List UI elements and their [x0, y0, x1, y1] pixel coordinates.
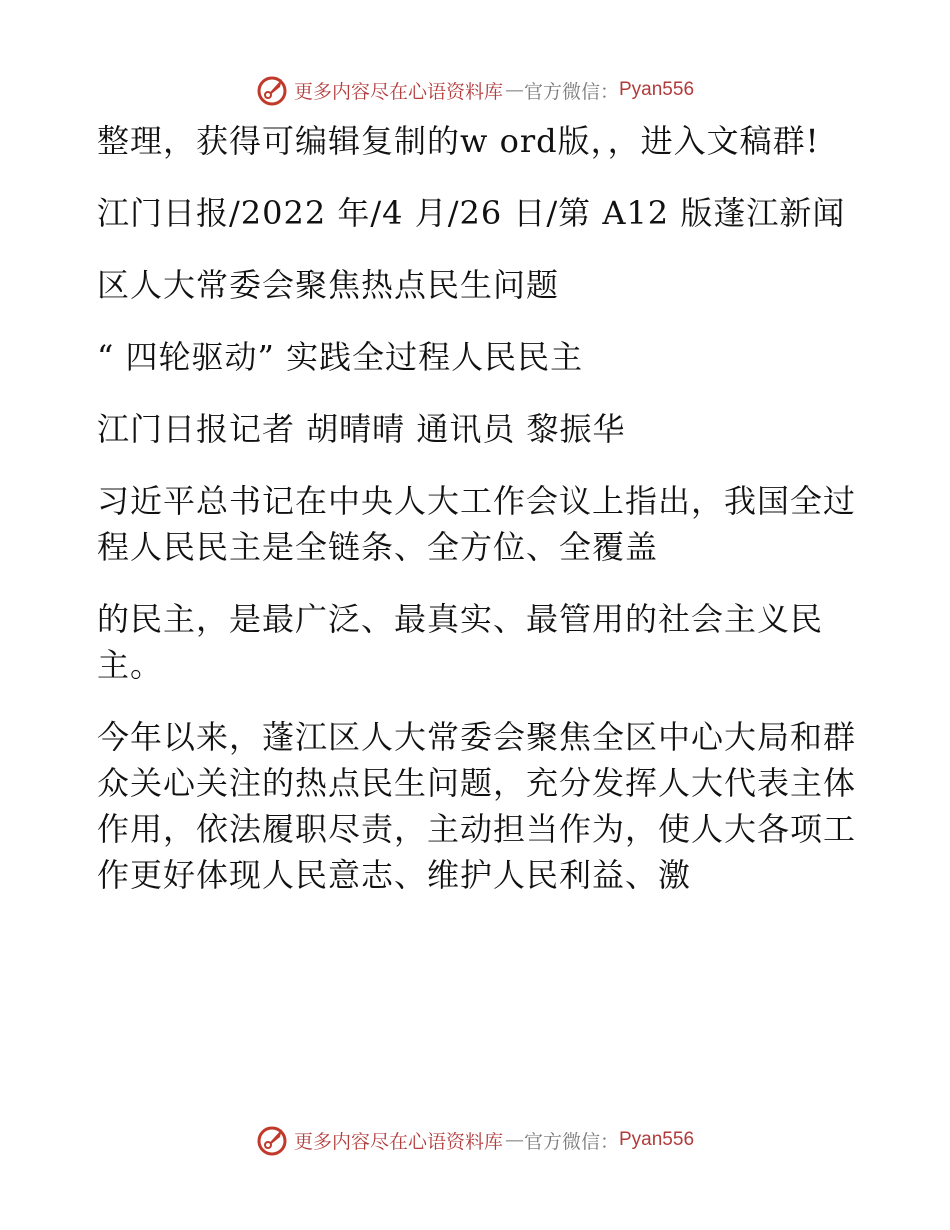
article-headline: 区人大常委会聚焦热点民生问题	[97, 266, 560, 304]
banner-dash: —	[504, 1129, 522, 1151]
banner-wechat-id: Pyan556	[619, 1129, 695, 1150]
banner-wechat-id: Pyan556	[619, 79, 695, 100]
banner-dash: —	[504, 79, 522, 101]
paragraph-body-2: 的民主，是最广泛、最真实、最管用的社会主义民主。	[97, 600, 824, 684]
paragraph-intro: 整理，获得可编辑复制的w ord版，，进入文稿群!	[97, 122, 820, 160]
quill-logo-icon	[256, 1123, 290, 1157]
banner-main-text: 更多内容尽在心语资料库	[293, 1130, 503, 1153]
paragraph-source: 江门日报/2022 年/4 月/26 日/第 A12 版蓬江新闻	[97, 194, 846, 232]
paragraph-body-3: 今年以来，蓬江区人大常委会聚焦全区中心大局和群众关心关注的热点民生问题，充分发挥人大代表主体作用，依法履职尽责，主动担当作为，使人大各项工作更好体现人民意志、维护人民利益、激	[97, 718, 857, 894]
document-body	[97, 118, 867, 898]
header-watermark-banner	[0, 70, 950, 110]
banner-wechat-label: 官方微信：	[523, 80, 619, 103]
article-subheadline: “ 四轮驱动” 实践全过程人民民主	[97, 338, 584, 376]
quill-logo-icon	[256, 73, 290, 107]
paragraph-body-1: 习近平总书记在中央人大工作会议上指出，我国全过程人民民主是全链条、全方位、全覆盖	[97, 482, 857, 566]
article-byline: 江门日报记者 胡晴晴 通讯员 黎振华	[97, 410, 626, 448]
footer-watermark-banner	[0, 1120, 950, 1160]
banner-main-text: 更多内容尽在心语资料库	[293, 80, 503, 103]
banner-wechat-label: 官方微信：	[523, 1130, 619, 1153]
